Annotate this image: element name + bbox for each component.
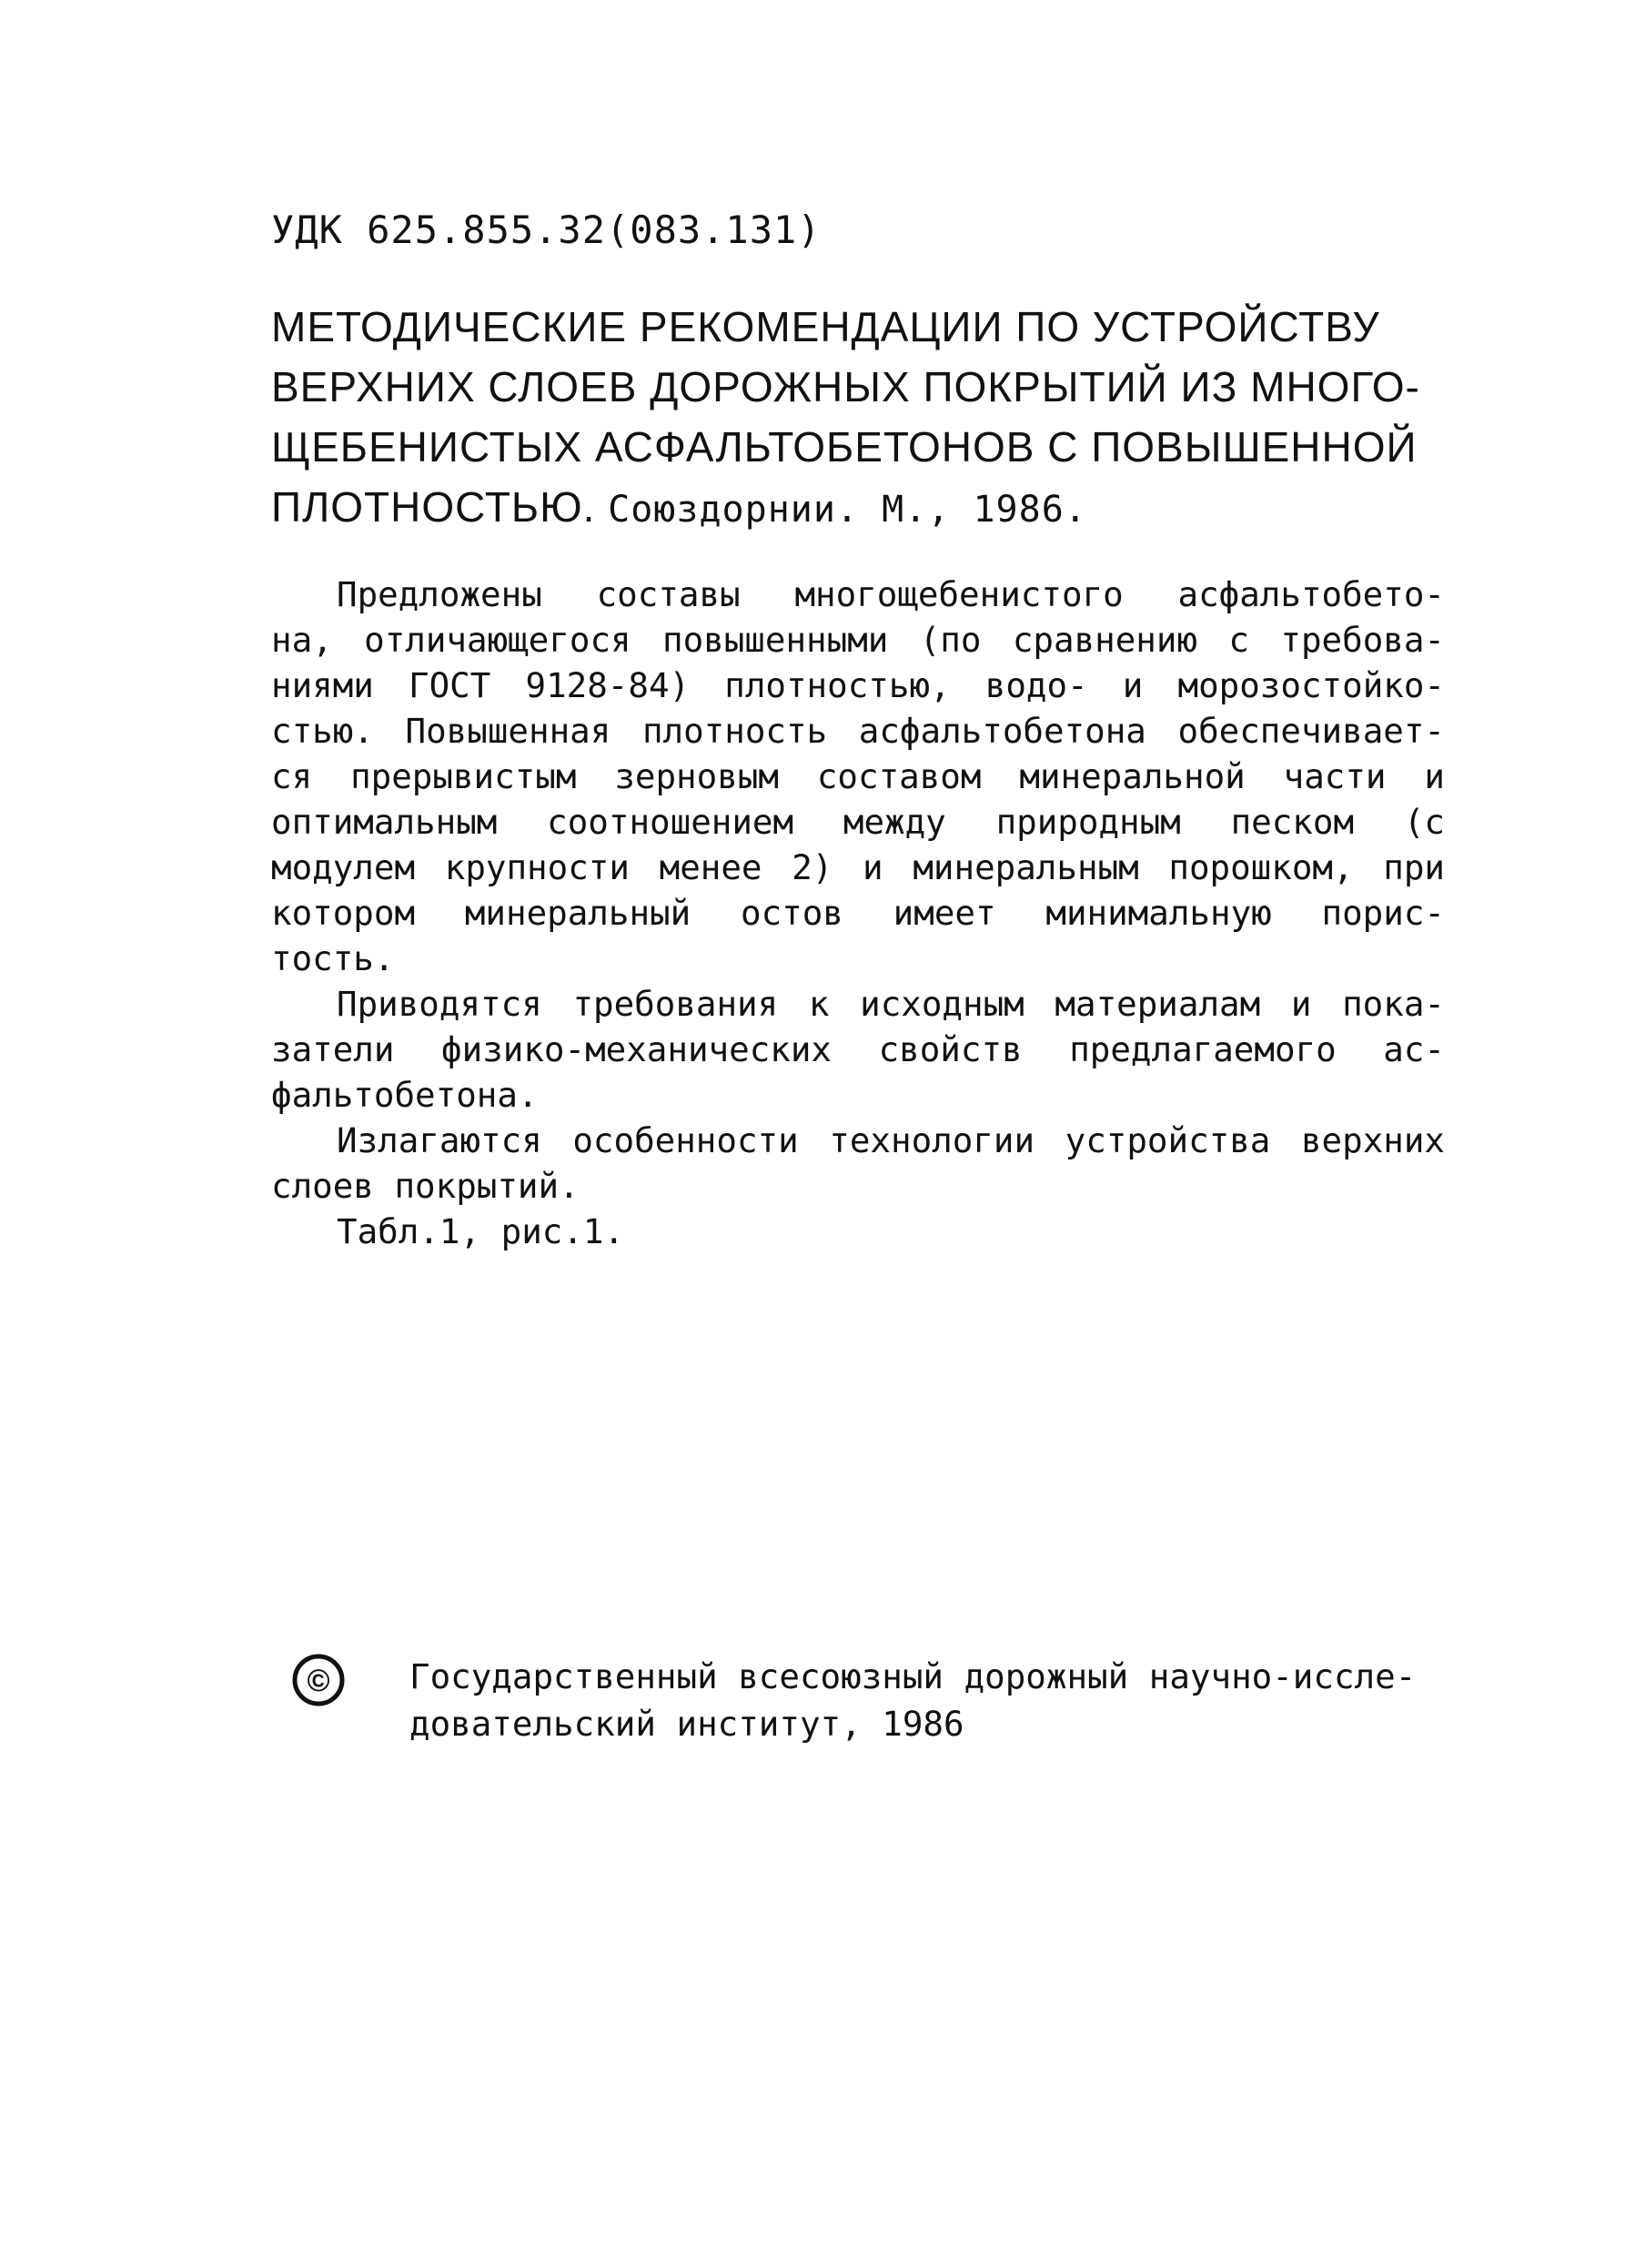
copyright-block [291,1653,1474,1762]
abstract-line: ниями ГОСТ 9128-84) плотностью, водо- и морозостойко- [271,665,1445,705]
copyright-icon [291,1653,346,1707]
copyright-text [409,1653,1416,1747]
udk-code: УДК 625.855.32(083.131) [271,208,822,252]
abstract-line: фальтобетона. [271,1075,539,1115]
abstract-line: на, отличающегося повышенными (по сравнению с требова- [271,620,1445,660]
abstract-line: Табл.1, рис.1. [337,1211,625,1251]
abstract-line: оптимальным соотношением между природным песком (с [271,802,1445,842]
abstract-line: Предложены составы многощебенистого асфальтобето- [337,574,1445,614]
abstract-line: модулем крупности менее 2) и минеральным порошком, при [271,847,1445,887]
title-line: ВЕРХНИХ СЛОЕВ ДОРОЖНЫХ ПОКРЫТИЙ ИЗ МНОГО- [271,363,1420,410]
title-line-end: ПЛОТНОСТЬЮ. [271,483,596,531]
copyright-line: Государственный всесоюзный дорожный научно-иссле- [409,1656,1417,1696]
abstract [271,572,1445,1254]
abstract-line: Излагаются особенности технологии устройства верхних [337,1120,1445,1160]
publication-source: Союздорнии. М., 1986. [608,489,1087,531]
title-line-last [271,477,1454,540]
copyright-line: довательский институт, 1986 [409,1704,964,1744]
title-line: ЩЕБЕНИСТЫХ АСФАЛЬТОБЕТОНОВ С ПОВЫШЕННОЙ [271,423,1418,471]
title-line: МЕТОДИЧЕСКИЕ РЕКОМЕНДАЦИИ ПО УСТРОЙСТВУ [271,303,1380,350]
abstract-line: тость. [271,938,395,978]
abstract-line: стью. Повышенная плотность асфальтобетона обеспечивает- [271,711,1445,751]
abstract-line: ся прерывистым зерновым составом минеральной части и [271,756,1445,796]
abstract-line: котором минеральный остов имеет минимальную порис- [271,893,1445,933]
svg-text:©: © [307,1664,330,1698]
abstract-line: слоев покрытий. [271,1166,580,1206]
abstract-line: затели физико-механических свойств предлагаемого ас- [271,1029,1445,1069]
document-title [271,297,1454,540]
abstract-line: Приводятся требования к исходным материалам и пока- [337,984,1445,1024]
